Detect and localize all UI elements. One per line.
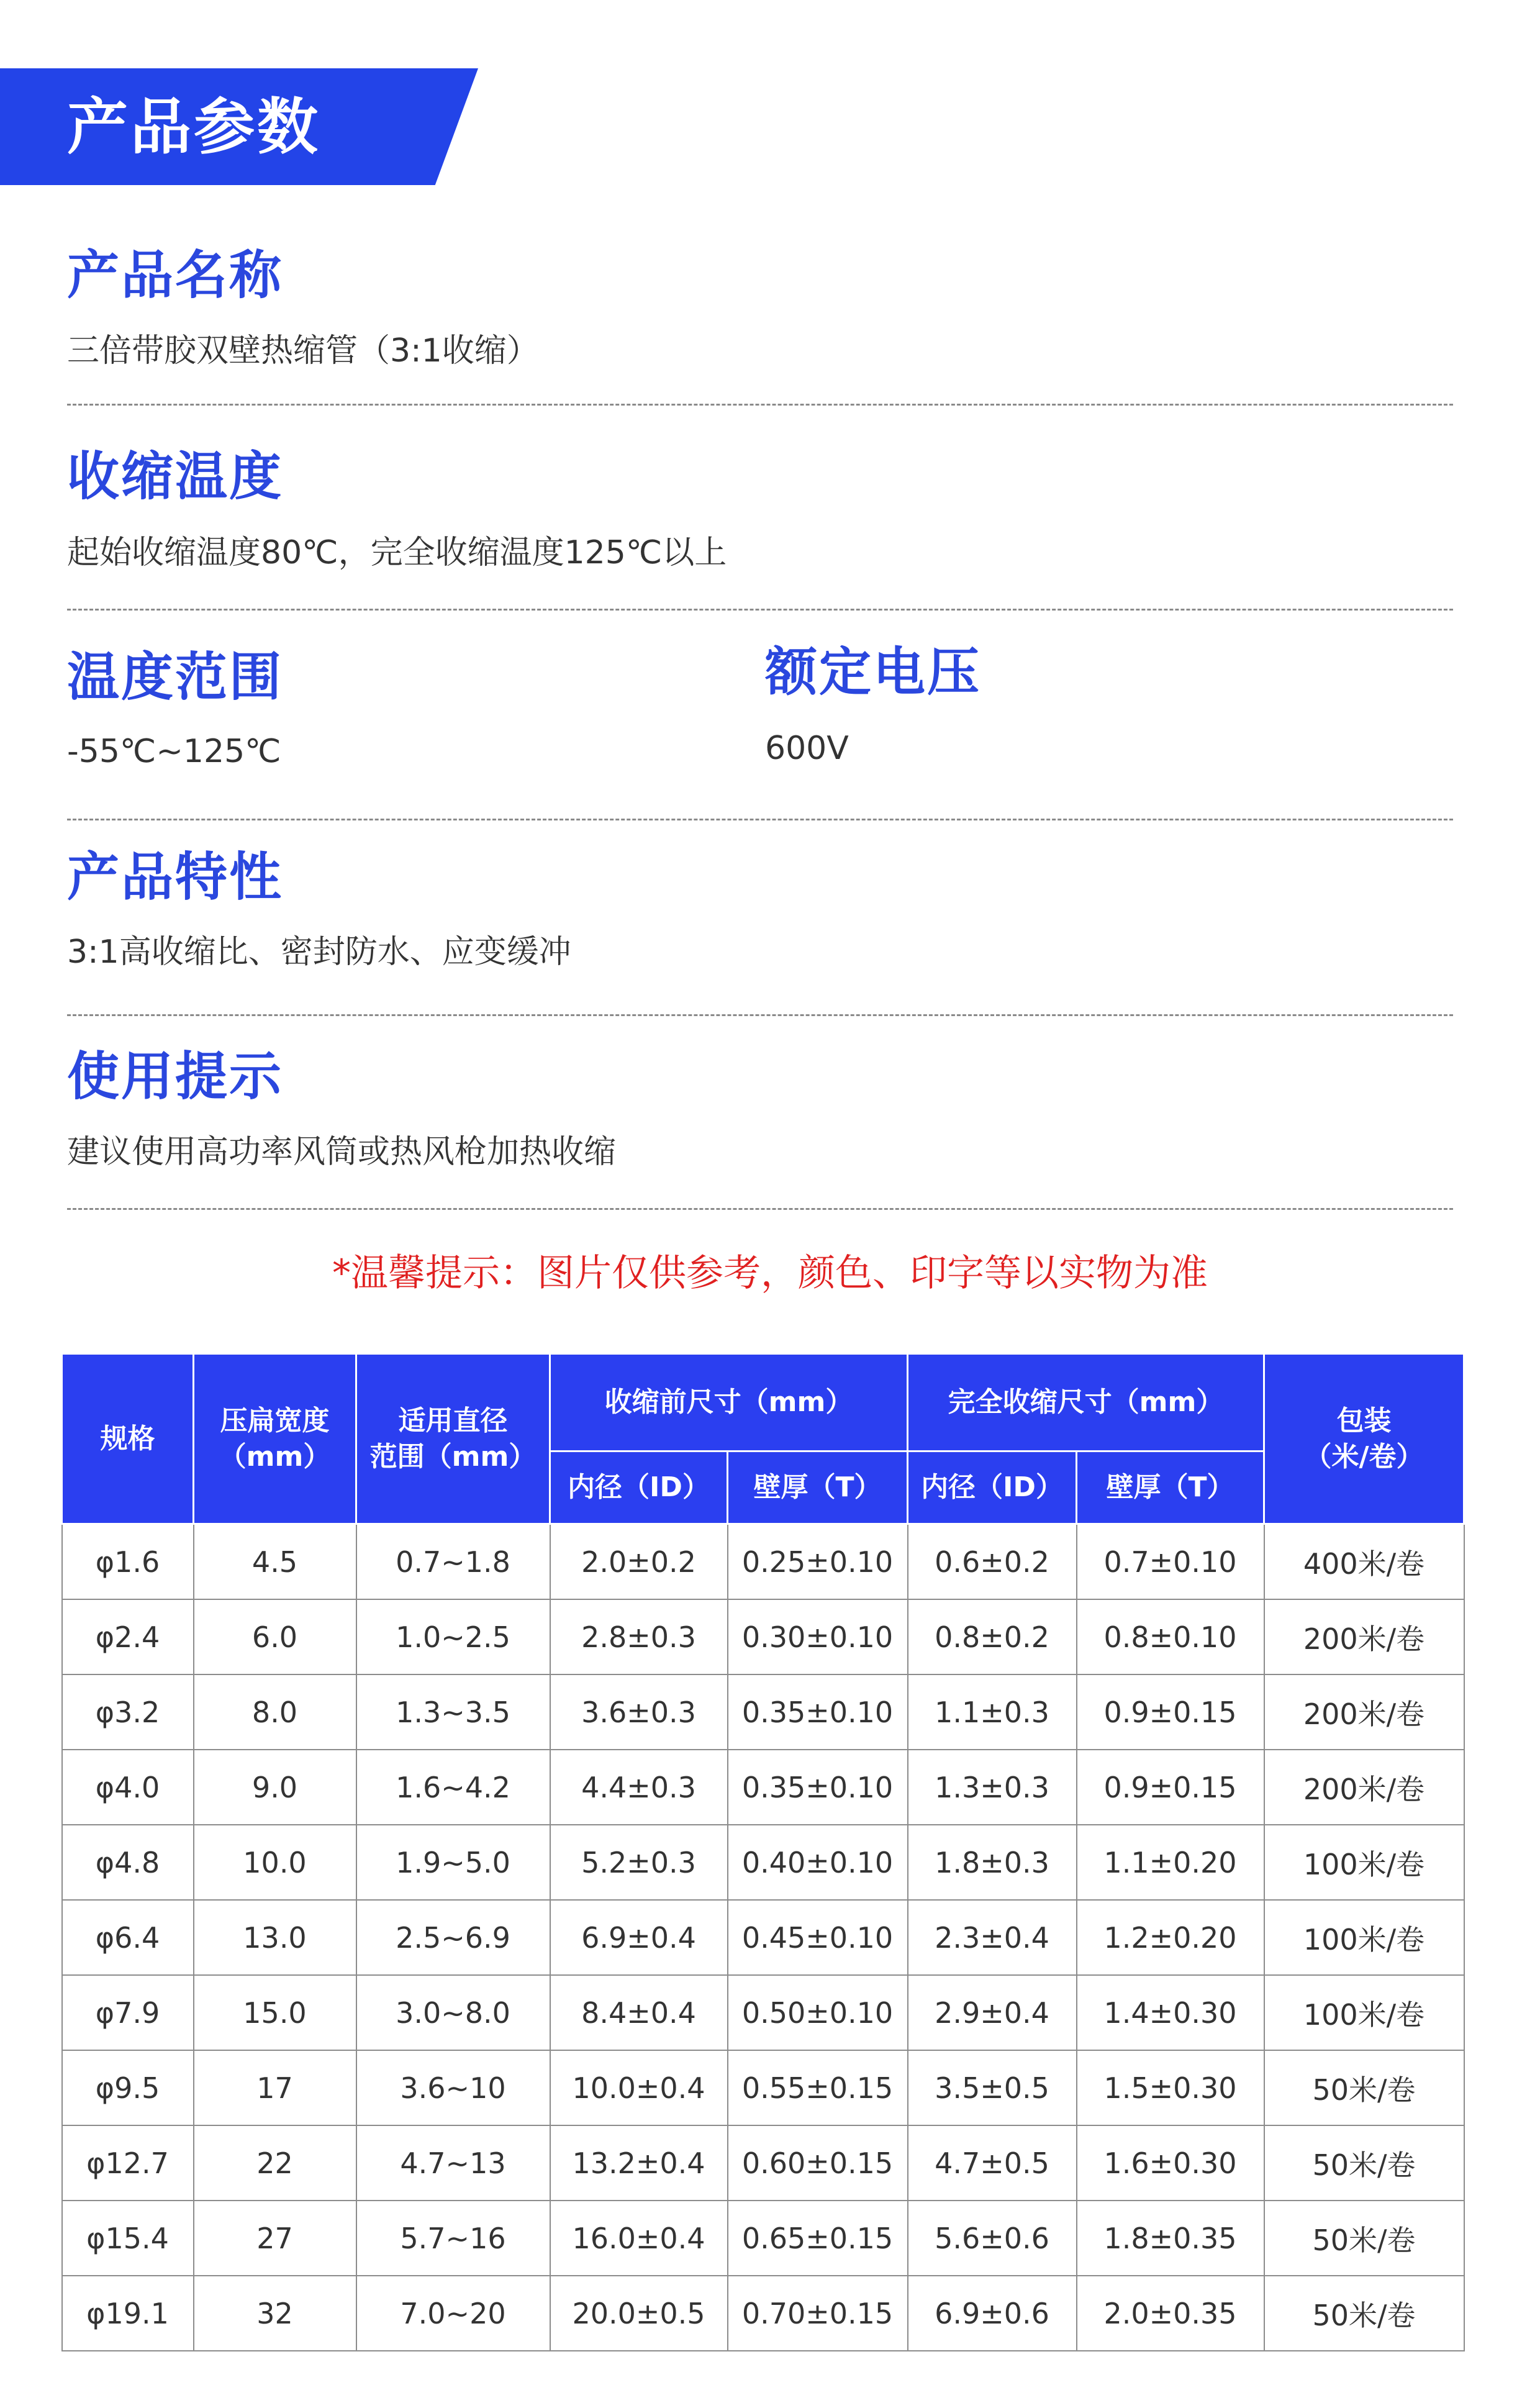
header-spec: 规格: [62, 1354, 194, 1524]
table-row: [62, 1599, 1464, 1674]
cell-before-id: 6.9±0.4: [550, 1900, 728, 1975]
header-after-shrink: 完全收缩尺寸（mm）: [908, 1354, 1264, 1451]
cell-package: 50米/卷: [1264, 2201, 1464, 2276]
banner-title: 产品参数: [67, 92, 321, 163]
cell-before-thickness: 0.25±0.10: [728, 1524, 908, 1600]
cell-flat-width: 6.0: [194, 1599, 356, 1674]
features-text: 3:1高收缩比、密封防水、应变缓冲: [67, 934, 571, 971]
cell-after-id: 3.5±0.5: [908, 2050, 1077, 2125]
divider: [67, 819, 1453, 820]
cell-before-thickness: 0.65±0.15: [728, 2201, 908, 2276]
cell-flat-width: 10.0: [194, 1825, 356, 1900]
cell-after-id: 0.8±0.2: [908, 1599, 1077, 1674]
temp-range-text: -55℃~125℃: [67, 733, 281, 770]
table-row: [62, 1900, 1464, 1975]
cell-before-id: 4.4±0.3: [550, 1750, 728, 1825]
header-flat-width: 压扁宽度 （mm）: [194, 1354, 356, 1524]
features-title: 产品特性: [67, 847, 284, 907]
cell-flat-width: 22: [194, 2125, 356, 2201]
spec-table: [61, 1353, 1465, 2351]
table-row: [62, 2276, 1464, 2351]
cell-flat-width: 15.0: [194, 1975, 356, 2050]
cell-spec: φ1.6: [62, 1524, 194, 1600]
notice-text: *温馨提示：图片仅供参考，颜色、印字等以实物为准: [332, 1252, 1208, 1295]
voltage-title: 额定电压: [765, 642, 982, 702]
cell-before-id: 5.2±0.3: [550, 1825, 728, 1900]
divider: [67, 1014, 1453, 1016]
cell-spec: φ3.2: [62, 1674, 194, 1750]
table-row: [62, 2050, 1464, 2125]
cell-before-thickness: 0.55±0.15: [728, 2050, 908, 2125]
cell-package: 400米/卷: [1264, 1524, 1464, 1600]
cell-before-id: 2.0±0.2: [550, 1524, 728, 1600]
table-row: [62, 1524, 1464, 1600]
shrink-temp-title: 收缩温度: [67, 446, 284, 507]
cell-package: 50米/卷: [1264, 2050, 1464, 2125]
cell-diameter-range: 0.7~1.8: [356, 1524, 550, 1600]
cell-after-id: 4.7±0.5: [908, 2125, 1077, 2201]
cell-flat-width: 4.5: [194, 1524, 356, 1600]
header-after-id: 内径（ID）: [908, 1451, 1077, 1524]
cell-diameter-range: 3.0~8.0: [356, 1975, 550, 2050]
cell-after-id: 2.3±0.4: [908, 1900, 1077, 1975]
cell-after-thickness: 1.6±0.30: [1077, 2125, 1264, 2201]
cell-after-id: 6.9±0.6: [908, 2276, 1077, 2351]
cell-after-id: 1.3±0.3: [908, 1750, 1077, 1825]
cell-flat-width: 9.0: [194, 1750, 356, 1825]
cell-before-thickness: 0.40±0.10: [728, 1825, 908, 1900]
cell-diameter-range: 1.6~4.2: [356, 1750, 550, 1825]
cell-package: 200米/卷: [1264, 1750, 1464, 1825]
cell-before-thickness: 0.35±0.10: [728, 1750, 908, 1825]
cell-before-thickness: 0.60±0.15: [728, 2125, 908, 2201]
cell-diameter-range: 4.7~13: [356, 2125, 550, 2201]
cell-spec: φ2.4: [62, 1599, 194, 1674]
cell-package: 100米/卷: [1264, 1975, 1464, 2050]
cell-package: 200米/卷: [1264, 1674, 1464, 1750]
cell-package: 100米/卷: [1264, 1825, 1464, 1900]
cell-package: 50米/卷: [1264, 2125, 1464, 2201]
table-row: [62, 1750, 1464, 1825]
cell-diameter-range: 1.0~2.5: [356, 1599, 550, 1674]
cell-flat-width: 17: [194, 2050, 356, 2125]
cell-spec: φ4.8: [62, 1825, 194, 1900]
cell-package: 50米/卷: [1264, 2276, 1464, 2351]
cell-before-id: 3.6±0.3: [550, 1674, 728, 1750]
cell-before-id: 2.8±0.3: [550, 1599, 728, 1674]
cell-after-id: 0.6±0.2: [908, 1524, 1077, 1600]
cell-after-thickness: 1.4±0.30: [1077, 1975, 1264, 2050]
cell-after-thickness: 0.9±0.15: [1077, 1750, 1264, 1825]
cell-before-id: 8.4±0.4: [550, 1975, 728, 2050]
cell-after-thickness: 2.0±0.35: [1077, 2276, 1264, 2351]
cell-spec: φ7.9: [62, 1975, 194, 2050]
cell-spec: φ4.0: [62, 1750, 194, 1825]
cell-flat-width: 8.0: [194, 1674, 356, 1750]
cell-after-id: 5.6±0.6: [908, 2201, 1077, 2276]
cell-diameter-range: 2.5~6.9: [356, 1900, 550, 1975]
cell-diameter-range: 3.6~10: [356, 2050, 550, 2125]
cell-diameter-range: 5.7~16: [356, 2201, 550, 2276]
cell-after-thickness: 1.2±0.20: [1077, 1900, 1264, 1975]
cell-before-thickness: 0.30±0.10: [728, 1599, 908, 1674]
table-row: [62, 1975, 1464, 2050]
product-name-text: 三倍带胶双壁热缩管（3:1收缩）: [67, 332, 539, 370]
divider: [67, 609, 1453, 611]
cell-before-thickness: 0.70±0.15: [728, 2276, 908, 2351]
temp-range-title: 温度范围: [67, 647, 284, 707]
cell-flat-width: 27: [194, 2201, 356, 2276]
cell-before-id: 20.0±0.5: [550, 2276, 728, 2351]
table-row: [62, 2201, 1464, 2276]
cell-diameter-range: 1.9~5.0: [356, 1825, 550, 1900]
cell-spec: φ6.4: [62, 1900, 194, 1975]
header-after-thickness: 壁厚（T）: [1077, 1451, 1264, 1524]
cell-spec: φ9.5: [62, 2050, 194, 2125]
cell-package: 100米/卷: [1264, 1900, 1464, 1975]
cell-after-thickness: 1.8±0.35: [1077, 2201, 1264, 2276]
cell-after-thickness: 0.7±0.10: [1077, 1524, 1264, 1600]
cell-after-thickness: 0.9±0.15: [1077, 1674, 1264, 1750]
spec-table-body: [62, 1524, 1464, 2351]
cell-flat-width: 13.0: [194, 1900, 356, 1975]
divider: [67, 1208, 1453, 1210]
cell-before-thickness: 0.50±0.10: [728, 1975, 908, 2050]
cell-before-thickness: 0.45±0.10: [728, 1900, 908, 1975]
cell-after-thickness: 0.8±0.10: [1077, 1599, 1264, 1674]
tips-title: 使用提示: [67, 1046, 284, 1107]
cell-spec: φ19.1: [62, 2276, 194, 2351]
header-package: 包装 （米/卷）: [1264, 1354, 1464, 1524]
cell-before-id: 16.0±0.4: [550, 2201, 728, 2276]
cell-flat-width: 32: [194, 2276, 356, 2351]
cell-before-id: 10.0±0.4: [550, 2050, 728, 2125]
header-before-thickness: 壁厚（T）: [728, 1451, 908, 1524]
divider: [67, 404, 1453, 406]
shrink-temp-text: 起始收缩温度80℃，完全收缩温度125℃以上: [67, 534, 727, 571]
cell-spec: φ15.4: [62, 2201, 194, 2276]
header-before-shrink: 收缩前尺寸（mm）: [550, 1354, 908, 1451]
cell-after-id: 2.9±0.4: [908, 1975, 1077, 2050]
cell-diameter-range: 7.0~20: [356, 2276, 550, 2351]
cell-diameter-range: 1.3~3.5: [356, 1674, 550, 1750]
cell-before-thickness: 0.35±0.10: [728, 1674, 908, 1750]
cell-after-id: 1.1±0.3: [908, 1674, 1077, 1750]
cell-package: 200米/卷: [1264, 1599, 1464, 1674]
cell-after-thickness: 1.1±0.20: [1077, 1825, 1264, 1900]
table-row: [62, 1825, 1464, 1900]
header-before-id: 内径（ID）: [550, 1451, 728, 1524]
cell-before-id: 13.2±0.4: [550, 2125, 728, 2201]
voltage-text: 600V: [765, 730, 849, 767]
header-diameter-range: 适用直径 范围（mm）: [356, 1354, 550, 1524]
product-name-title: 产品名称: [67, 245, 284, 306]
cell-spec: φ12.7: [62, 2125, 194, 2201]
table-row: [62, 1674, 1464, 1750]
table-row: [62, 2125, 1464, 2201]
tips-text: 建议使用高功率风筒或热风枪加热收缩: [67, 1133, 617, 1171]
cell-after-thickness: 1.5±0.30: [1077, 2050, 1264, 2125]
cell-after-id: 1.8±0.3: [908, 1825, 1077, 1900]
